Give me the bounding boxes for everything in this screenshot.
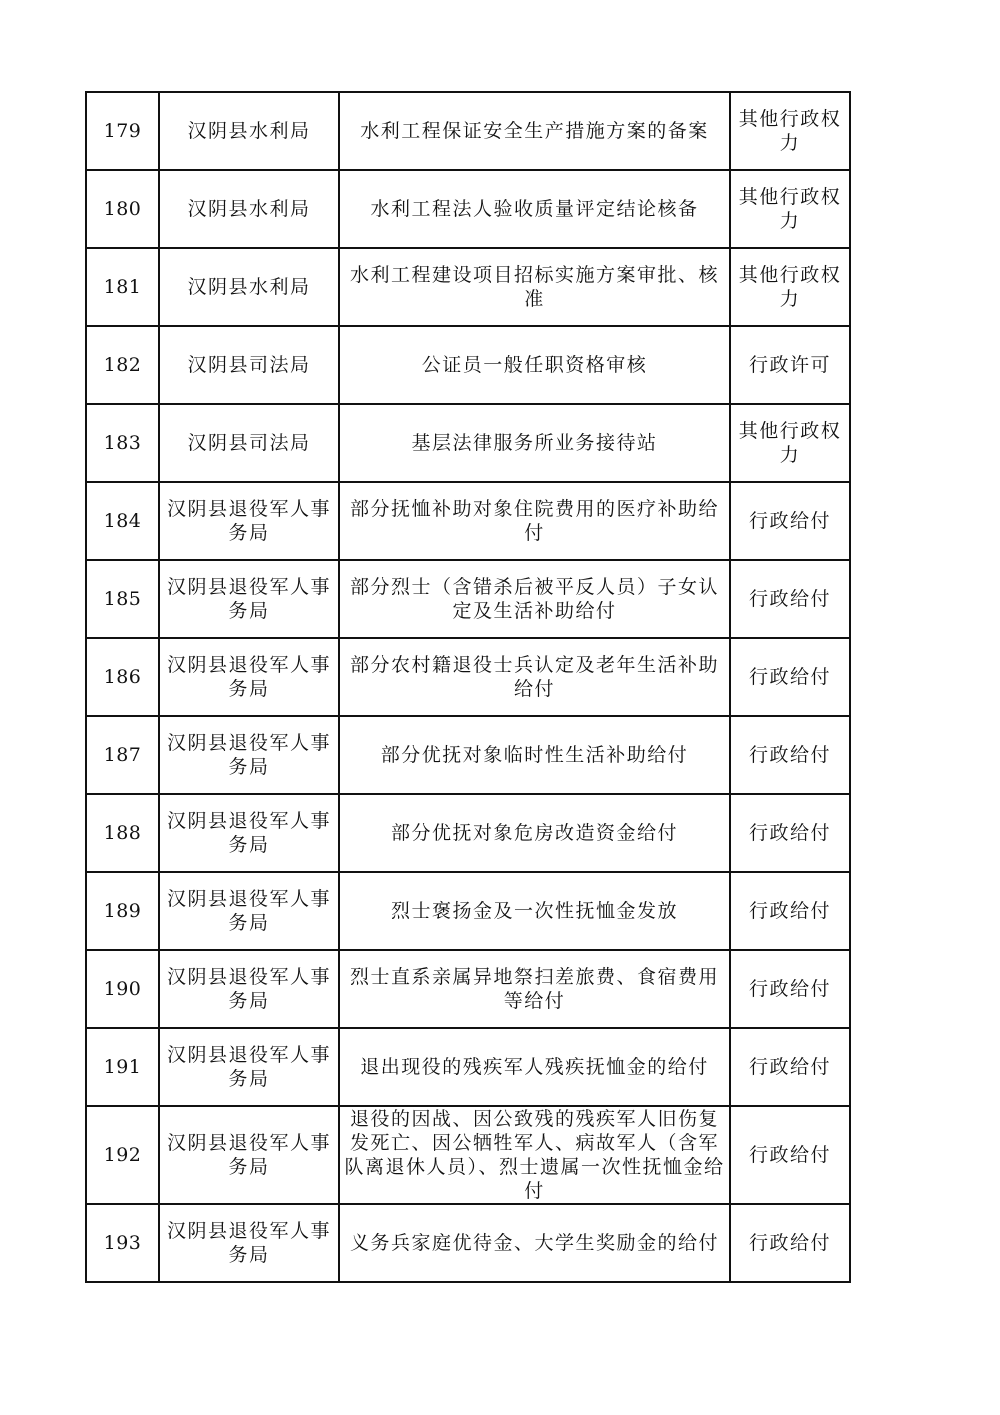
department-cell: 汉阴县退役军人事务局 <box>159 482 339 560</box>
row-number: 183 <box>86 404 159 482</box>
table-row <box>86 638 850 716</box>
row-number: 182 <box>86 326 159 404</box>
power-type-cell: 行政给付 <box>730 1028 850 1106</box>
item-name-cell: 义务兵家庭优待金、大学生奖励金的给付 <box>339 1204 730 1282</box>
department-cell: 汉阴县退役军人事务局 <box>159 950 339 1028</box>
item-name-cell: 部分农村籍退役士兵认定及老年生活补助给付 <box>339 638 730 716</box>
power-type-cell: 其他行政权力 <box>730 170 850 248</box>
power-type-cell: 其他行政权力 <box>730 92 850 170</box>
table-row <box>86 92 850 170</box>
item-name-cell: 部分抚恤补助对象住院费用的医疗补助给付 <box>339 482 730 560</box>
power-type-cell: 行政给付 <box>730 482 850 560</box>
row-number: 184 <box>86 482 159 560</box>
department-cell: 汉阴县退役军人事务局 <box>159 872 339 950</box>
row-number: 180 <box>86 170 159 248</box>
department-cell: 汉阴县司法局 <box>159 326 339 404</box>
item-name-cell: 水利工程建设项目招标实施方案审批、核准 <box>339 248 730 326</box>
table-row <box>86 872 850 950</box>
table-row <box>86 794 850 872</box>
table-body <box>86 92 850 1282</box>
power-type-cell: 行政给付 <box>730 1204 850 1282</box>
power-type-cell: 其他行政权力 <box>730 404 850 482</box>
department-cell: 汉阴县退役军人事务局 <box>159 638 339 716</box>
row-number: 187 <box>86 716 159 794</box>
item-name-cell: 部分优抚对象危房改造资金给付 <box>339 794 730 872</box>
department-cell: 汉阴县水利局 <box>159 92 339 170</box>
power-type-cell: 行政给付 <box>730 872 850 950</box>
item-name-cell: 公证员一般任职资格审核 <box>339 326 730 404</box>
department-cell: 汉阴县退役军人事务局 <box>159 1204 339 1282</box>
department-cell: 汉阴县退役军人事务局 <box>159 716 339 794</box>
power-type-cell: 行政给付 <box>730 638 850 716</box>
table-row <box>86 1106 850 1204</box>
table-row <box>86 716 850 794</box>
item-name-cell: 部分优抚对象临时性生活补助给付 <box>339 716 730 794</box>
row-number: 181 <box>86 248 159 326</box>
department-cell: 汉阴县退役军人事务局 <box>159 794 339 872</box>
table-row <box>86 248 850 326</box>
power-type-cell: 行政给付 <box>730 794 850 872</box>
item-name-cell: 退役的因战、因公致残的残疾军人旧伤复发死亡、因公牺牲军人、病故军人（含军队离退休人员）、烈士遗属一次性抚恤金给付 <box>339 1106 730 1204</box>
power-type-cell: 其他行政权力 <box>730 248 850 326</box>
department-cell: 汉阴县水利局 <box>159 248 339 326</box>
power-list-table <box>85 91 851 1283</box>
power-type-cell: 行政许可 <box>730 326 850 404</box>
power-type-cell: 行政给付 <box>730 950 850 1028</box>
power-type-cell: 行政给付 <box>730 560 850 638</box>
row-number: 193 <box>86 1204 159 1282</box>
power-type-cell: 行政给付 <box>730 1106 850 1204</box>
item-name-cell: 退出现役的残疾军人残疾抚恤金的给付 <box>339 1028 730 1106</box>
department-cell: 汉阴县退役军人事务局 <box>159 1106 339 1204</box>
item-name-cell: 烈士褒扬金及一次性抚恤金发放 <box>339 872 730 950</box>
table-row <box>86 1204 850 1282</box>
table-row <box>86 950 850 1028</box>
row-number: 189 <box>86 872 159 950</box>
row-number: 188 <box>86 794 159 872</box>
department-cell: 汉阴县司法局 <box>159 404 339 482</box>
power-type-cell: 行政给付 <box>730 716 850 794</box>
item-name-cell: 水利工程法人验收质量评定结论核备 <box>339 170 730 248</box>
table-row <box>86 170 850 248</box>
table-row <box>86 326 850 404</box>
row-number: 186 <box>86 638 159 716</box>
item-name-cell: 烈士直系亲属异地祭扫差旅费、食宿费用等给付 <box>339 950 730 1028</box>
table-row <box>86 560 850 638</box>
department-cell: 汉阴县退役军人事务局 <box>159 1028 339 1106</box>
department-cell: 汉阴县水利局 <box>159 170 339 248</box>
row-number: 185 <box>86 560 159 638</box>
row-number: 192 <box>86 1106 159 1204</box>
row-number: 179 <box>86 92 159 170</box>
row-number: 191 <box>86 1028 159 1106</box>
item-name-cell: 部分烈士（含错杀后被平反人员）子女认定及生活补助给付 <box>339 560 730 638</box>
row-number: 190 <box>86 950 159 1028</box>
table-row <box>86 482 850 560</box>
table-row <box>86 404 850 482</box>
department-cell: 汉阴县退役军人事务局 <box>159 560 339 638</box>
table-row <box>86 1028 850 1106</box>
item-name-cell: 基层法律服务所业务接待站 <box>339 404 730 482</box>
item-name-cell: 水利工程保证安全生产措施方案的备案 <box>339 92 730 170</box>
